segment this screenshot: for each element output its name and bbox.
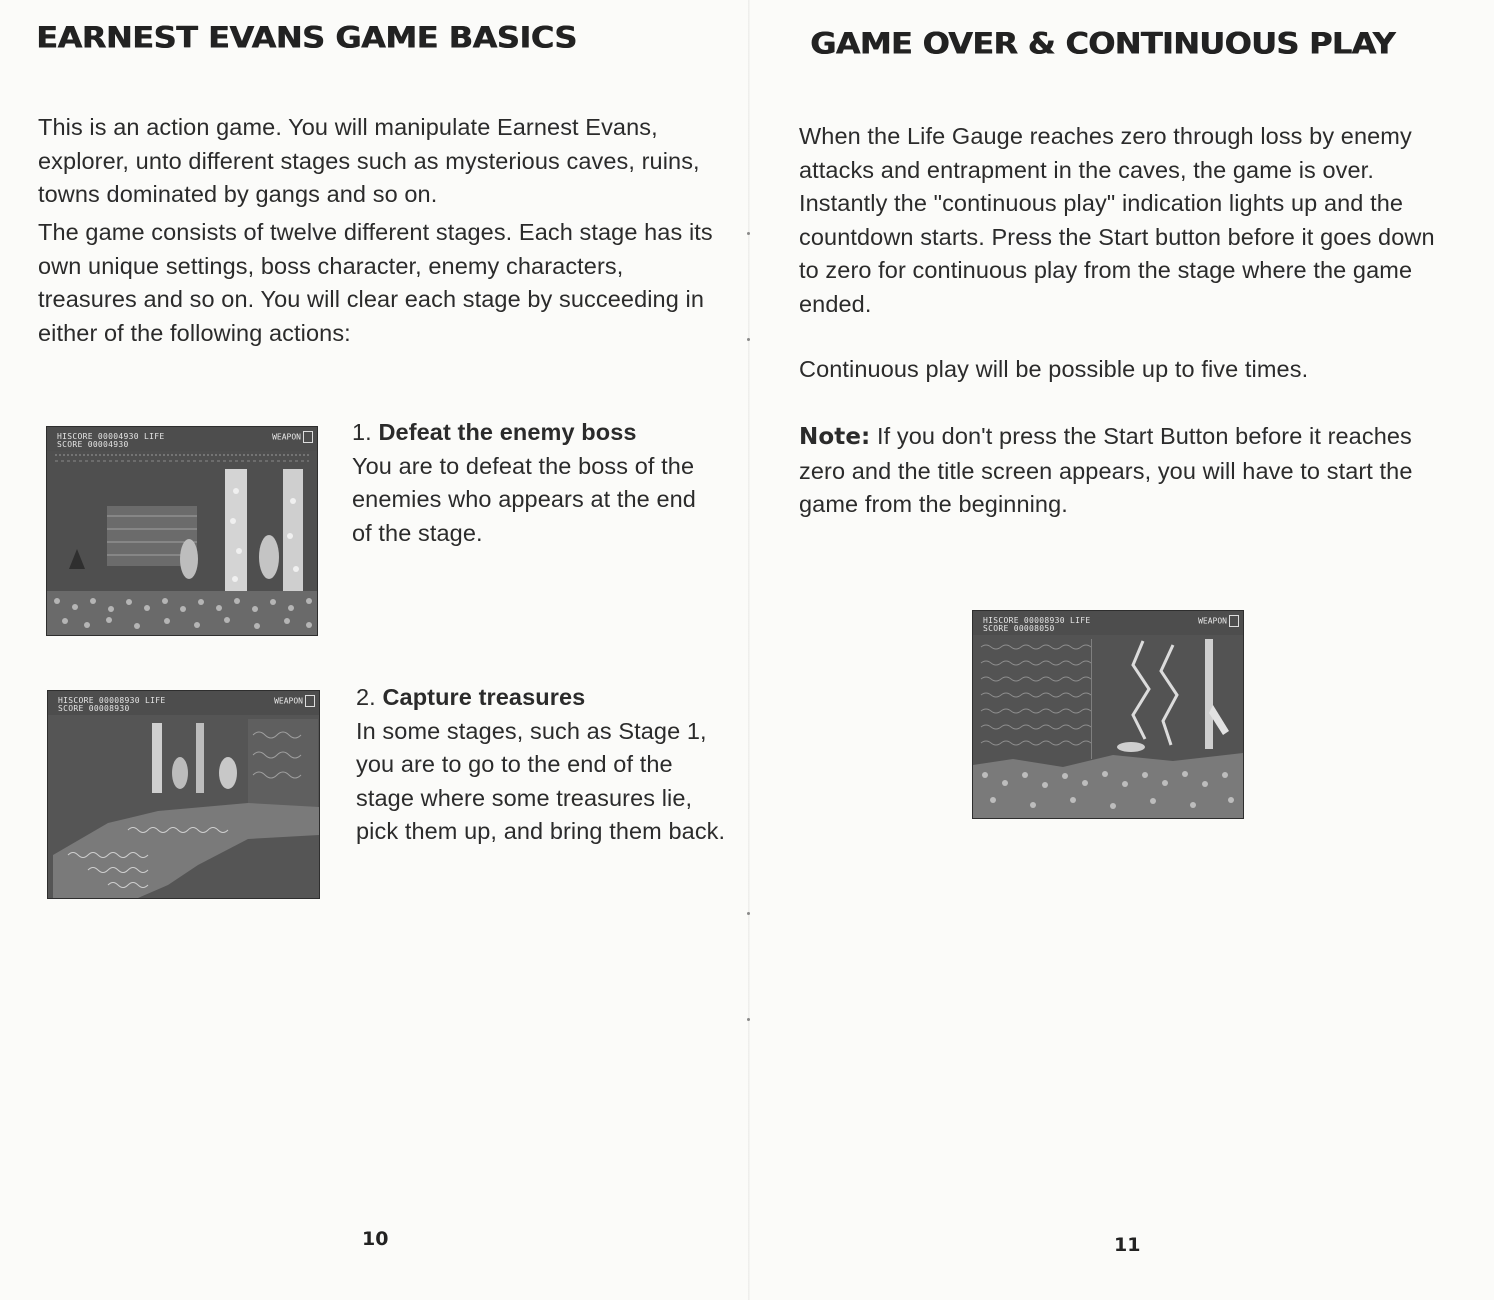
item-1-text: You are to defeat the boss of the enemies who appears at the end of the stage. — [352, 452, 696, 546]
note-paragraph — [799, 420, 1439, 522]
hud-weapon-label: WEAPON — [272, 432, 301, 442]
note-text: If you don't press the Start Button before it reaches zero and the title screen appears, you will have to start the game from the beginning. — [799, 423, 1413, 517]
note-label: Note: — [799, 424, 871, 450]
hud-weapon — [272, 431, 313, 443]
item-1-title: Defeat the enemy boss — [378, 419, 637, 445]
hud-hiscore: HISCORE 00008930 LIFE — [58, 696, 166, 705]
hud-weapon-label: WEAPON — [274, 696, 303, 706]
item-2-block — [356, 681, 726, 849]
boss-stage-scene — [47, 451, 317, 635]
weapon-slot-icon — [305, 695, 315, 707]
treasure-stage-screenshot — [47, 690, 320, 899]
continue-screen-screenshot — [972, 610, 1244, 819]
hud-hiscore: HISCORE 00004930 LIFE — [57, 432, 165, 441]
hud-score: SCORE 00008050 — [983, 624, 1055, 633]
right-page-title: GAME OVER & CONTINUOUS PLAY — [810, 26, 1395, 61]
weapon-slot-icon — [303, 431, 313, 443]
weapon-slot-icon — [1229, 615, 1239, 627]
item-1-block — [352, 416, 712, 550]
hud-score: SCORE 00004930 — [57, 440, 129, 449]
hud-weapon — [1198, 615, 1239, 627]
item-2-title: Capture treasures — [382, 684, 586, 710]
hud-score: SCORE 00008930 — [58, 704, 130, 713]
intro-paragraph-2: The game consists of twelve different stages. Each stage has its own unique settings, boss character, enemy characters, treasures and so on. You will clear each stage by succeeding in either of the following actions: — [38, 219, 713, 346]
treasure-stage-scene — [48, 715, 319, 898]
boss-stage-screenshot — [46, 426, 318, 636]
left-page-title: EARNEST EVANS GAME BASICS — [36, 20, 577, 55]
item-2-text: In some stages, such as Stage 1, you are to go to the end of the stage where some treasures lie, pick them up, and bring them back. — [356, 717, 726, 844]
screenshot-hud — [58, 697, 311, 715]
hud-hiscore: HISCORE 00008930 LIFE — [983, 616, 1091, 625]
hud-weapon-label: WEAPON — [1198, 616, 1227, 626]
continue-limit-paragraph: Continuous play will be possible up to five times. — [799, 356, 1309, 382]
right-page-number: 11 — [1114, 1234, 1141, 1256]
game-over-paragraph: When the Life Gauge reaches zero through loss by enemy attacks and entrapment in the caves, the game is over. Instantly the "continuous play" indication lights up and the countdown starts. Press the Start button before it goes down to zero for continuous play from the stage where the game ended. — [799, 123, 1435, 317]
continue-screen-scene — [973, 635, 1243, 818]
item-2-number: 2. — [356, 684, 376, 710]
item-1-number: 1. — [352, 419, 372, 445]
intro-paragraph-1: This is an action game. You will manipulate Earnest Evans, explorer, unto different stages such as mysterious caves, ruins, towns dominated by gangs and so on. — [38, 114, 700, 207]
left-page-number: 10 — [362, 1228, 389, 1250]
hud-weapon — [274, 695, 315, 707]
right-page — [750, 0, 1494, 1300]
